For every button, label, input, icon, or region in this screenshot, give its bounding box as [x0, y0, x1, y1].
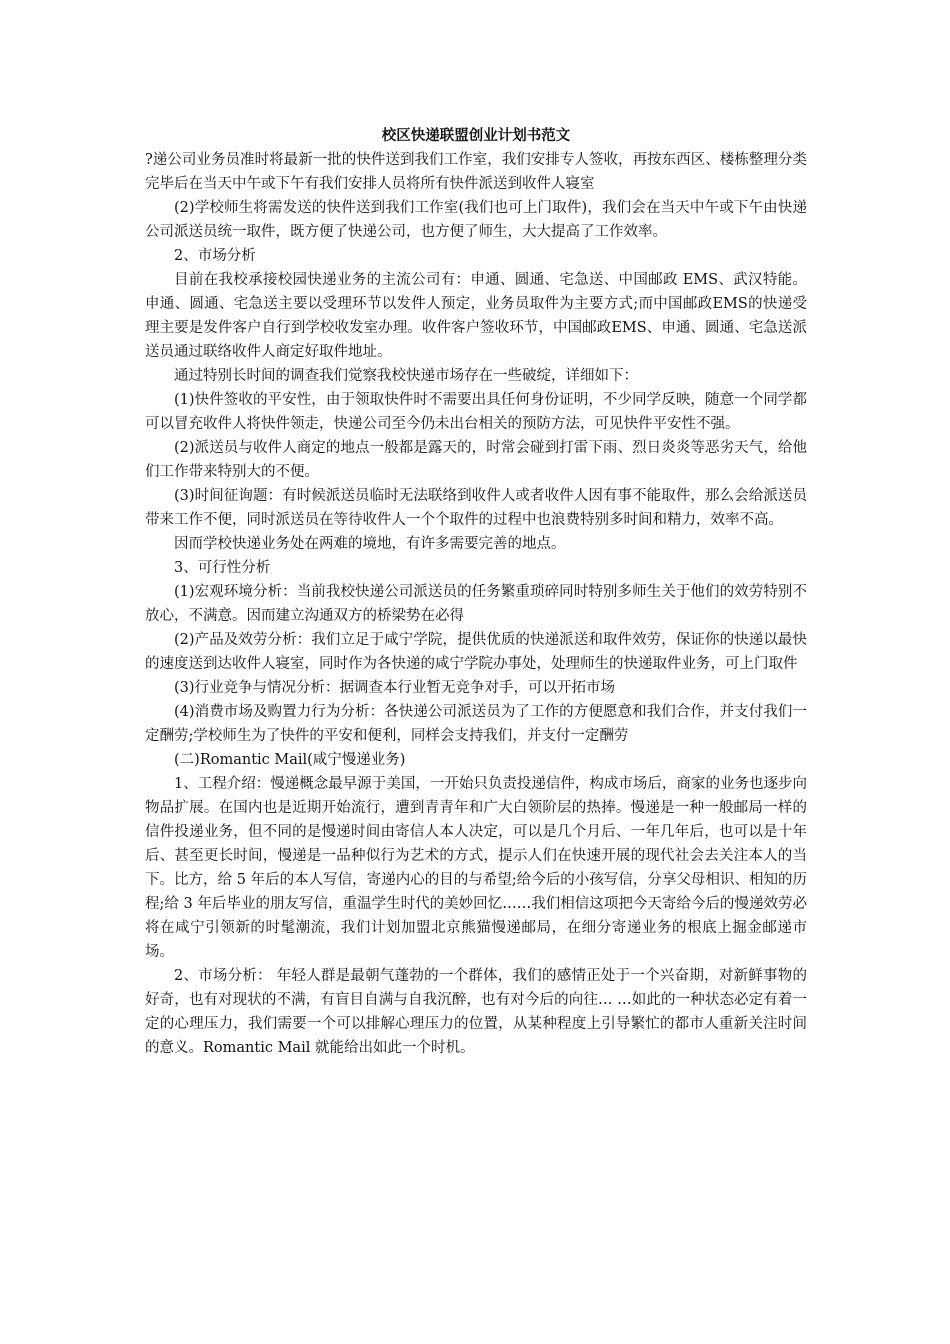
document-title: 校区快递联盟创业计划书范文: [381, 127, 571, 144]
paragraph-send-process: (2)学校师生将需发送的快件送到我们工作室(我们也可上门取件)，我们会在当天中午或下午由快递公司派送员统一取件，既方便了快递公司，也方便了师生，大大提高了工作效率。: [145, 200, 807, 240]
paragraph-competition: (3)行业竞争与情况分析：据调查本行业暂无竞争对手，可以开拓市场: [174, 680, 616, 696]
heading-romantic-mail: (二)Romantic Mail(咸宁慢递业务): [174, 752, 406, 768]
paragraph-survey-intro: 通过特别长时间的调查我们觉察我校快递市场存在一些破绽，详细如下：: [174, 368, 638, 384]
paragraph-issue-location: (2)派送员与收件人商定的地点一般都是露天的，时常会碰到打雷下雨、烈日炎炎等恶劣天气，给他们工作带来特别大的不便。: [145, 440, 807, 480]
paragraph-consumer-market: (4)消费市场及购置力行为分析：各快递公司派送员为了工作的方便愿意和我们合作，并支付我们一定酬劳;学校师生为了快件的平安和便利，同样会支持我们，并支付一定酬劳: [145, 704, 807, 744]
paragraph-project-intro: 1、工程介绍：慢递概念最早源于美国，一开始只负责投递信件，构成市场后，商家的业务也逐步向物品扩展。在国内也是近期开始流行，遭到青青年和广大白领阶层的热捧。慢递是一种一般邮局一样的信件投递业务，但不同的是慢递时间由寄信人本人决定，可以是几个月后、一年几年后，也可以是十年后、甚至更长时间，慢递是一品种似行为艺术的方式，提示人们在快速开展的现代社会去关注本人的当下。比方，给 5 年后的本人写信，寄递内心的目的与希望;给今后的小孩写信，分享父母相识、相知的历程;给 3 年后毕业的朋友写信，重温学生时代的美妙回忆……我们相信这项把今天寄给今后的慢递效劳必将在咸宁引领新的时髦潮流，我们计划加盟北京熊猫慢递邮局，在细分寄递业务的根底上掘金邮递市场。: [145, 776, 807, 960]
paragraph-macro-env: (1)宏观环境分析：当前我校快递公司派送员的任务繁重琐碎同时特别多师生关于他们的效劳特别不放心，不满意。因而建立沟通双方的桥梁势在必得: [145, 584, 807, 624]
paragraph-continuation: ?递公司业务员准时将最新一批的快件送到我们工作室，我们安排专人签收，再按东西区、楼栋整理分类完毕后在当天中午或下午有我们安排人员将所有快件派送到收件人寝室: [145, 152, 807, 192]
paragraph-product-service: (2)产品及效劳分析：我们立足于咸宁学院，提供优质的快递派送和取件效劳，保证你的快递以最快的速度送到达收件人寝室，同时作为各快递的咸宁学院办事处，处理师生的快递取件业务，可上门取件: [145, 632, 807, 672]
paragraph-issue-safety: (1)快件签收的平安性，由于领取快件时不需要出具任何身份证明，不少同学反映，随意一个同学都可以冒充收件人将快件领走，快递公司至今仍未出台相关的预防方法，可见快件平安性不强。: [145, 392, 807, 432]
heading-feasibility: 3、可行性分析: [174, 560, 271, 576]
paragraph-main-companies: 目前在我校承接校园快递业务的主流公司有：申通、圆通、宅急送、中国邮政 EMS、武汉特能。申通、圆通、宅急送主要以受理环节以发件人预定，业务员取件为主要方式;而中国邮政EMS的快递受理主要是发件客户自行到学校收发室办理。收件客户签收环节，中国邮政EMS、申通、圆通、宅急送派送员通过联络收件人商定好取件地址。: [145, 272, 807, 360]
paragraph-market-analysis-2: 2、市场分析： 年轻人群是最朝气蓬勃的一个群体，我们的感情正处于一个兴奋期，对新鲜事物的好奇，也有对现状的不满，有盲目自满与自我沉醉，也有对今后的向往… …如此的一种状态必定有着一定的心理压力，我们需要一个可以排解心理压力的位置，从某种程度上引导繁忙的都市人重新关注时间的意义。Romantic Mail 就能给出如此一个时机。: [145, 968, 807, 1056]
heading-market-analysis: 2、市场分析: [174, 248, 256, 264]
document-page: [145, 124, 807, 1060]
paragraph-dilemma: 因而学校快递业务处在两难的境地，有许多需要完善的地点。: [174, 536, 566, 552]
paragraph-issue-time: (3)时间征询题：有时候派送员临时无法联络到收件人或者收件人因有事不能取件，那么会给派送员带来工作不便，同时派送员在等待收件人一个个取件的过程中也浪费特别多时间和精力，效率不高。: [145, 488, 807, 528]
